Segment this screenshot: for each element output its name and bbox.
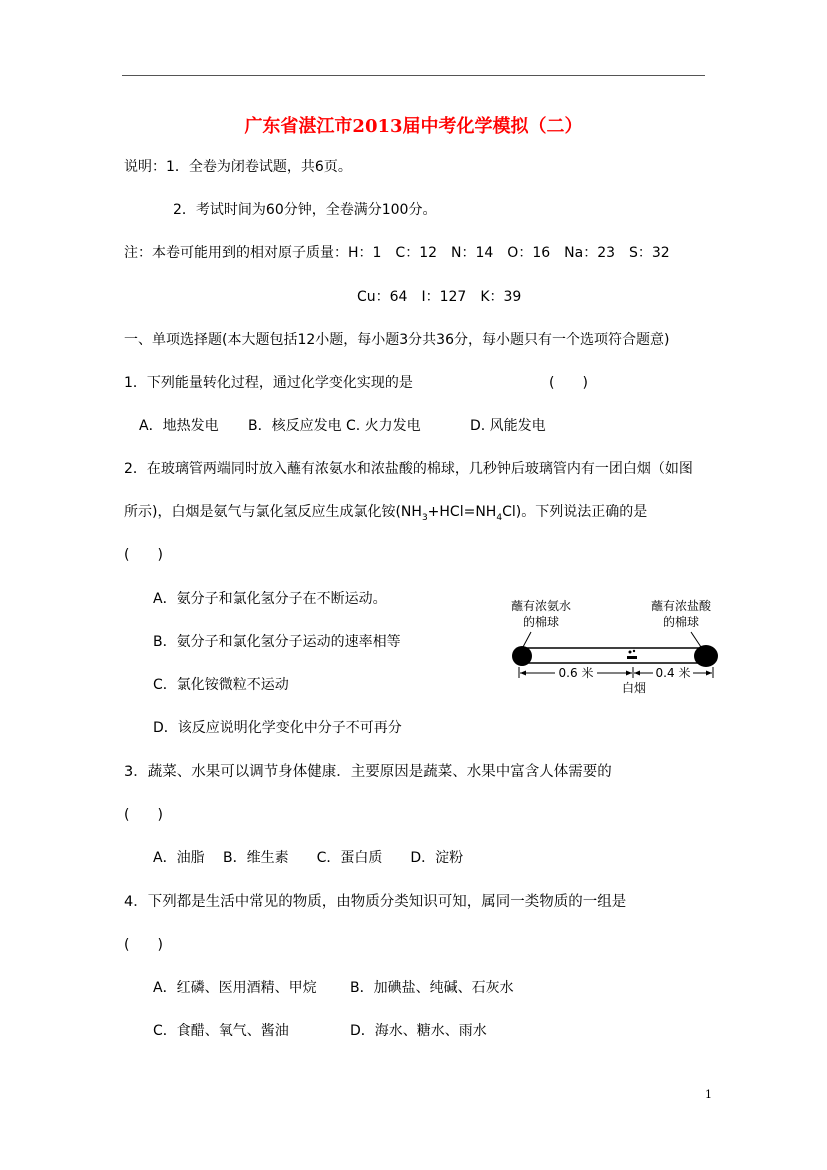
page-title: 广东省湛江市2013届中考化学模拟（二） — [244, 116, 583, 137]
q2-option-d: D．该反应说明化学变化中分子不可再分 — [153, 720, 402, 736]
arrowhead-3 — [634, 671, 640, 676]
q3-options: A．油脂 B．维生素 C．蛋白质 D．淀粉 — [153, 850, 464, 866]
q3-answer-blank: ( ) — [124, 807, 163, 823]
q1-answer-blank: ( ) — [549, 375, 588, 391]
page-number: 1 — [705, 1088, 712, 1101]
q2-subscript-2: 4 — [496, 512, 503, 523]
q1-option-b: B．核反应发电 — [248, 418, 342, 434]
left-cotton-label-2: 的棉球 — [522, 615, 560, 629]
q4-option-b: B．加碘盐、纯碱、石灰水 — [350, 980, 514, 996]
q1-option-a: A．地热发电 — [139, 418, 219, 434]
q2-stem-line-1: 2．在玻璃管两端同时放入蘸有浓氨水和浓盐酸的棉球，几秒钟后玻璃管内有一团白烟（如图 — [124, 461, 693, 477]
glass-tube-diagram — [505, 595, 730, 700]
q4-stem: 4．下列都是生活中常见的物质，由物质分类知识可知，属同一类物质的一组是 — [124, 894, 627, 910]
left-pointer — [523, 632, 531, 647]
note-line-3: 注：本卷可能用到的相对原子质量：H：1 C：12 N：14 O：16 Na：23 S：32 — [124, 245, 670, 261]
q2-answer-blank: ( ) — [124, 547, 163, 563]
white-smoke-mark — [627, 650, 637, 659]
left-cotton-label-1: 蘸有浓氨水 — [510, 599, 572, 613]
q2-option-a: A．氨分子和氯化氢分子在不断运动。 — [153, 591, 387, 607]
arrowhead-2 — [626, 671, 632, 676]
right-distance-label: 0.4 米 — [655, 666, 691, 680]
right-cotton-ball — [694, 645, 718, 667]
q2-option-b: B．氨分子和氯化氢分子运动的速率相等 — [153, 634, 401, 650]
q4-option-c: C．食醋、氧气、酱油 — [153, 1023, 289, 1039]
note-line-4: Cu：64 I：127 K：39 — [357, 289, 522, 305]
right-cotton-label-2: 的棉球 — [662, 615, 700, 629]
q2-text-post: Cl)。下列说法正确的是 — [502, 504, 648, 520]
q2-subscript-1: 3 — [421, 512, 428, 523]
right-pointer — [691, 632, 701, 647]
header-rule — [122, 75, 705, 76]
left-distance-label: 0.6 米 — [558, 666, 594, 680]
right-cotton-label-1: 蘸有浓盐酸 — [650, 599, 712, 613]
arrowhead-1 — [520, 671, 526, 676]
q4-answer-blank: ( ) — [124, 937, 163, 953]
q2-text-pre: 所示)，白烟是氨气与氯化氢反应生成氯化铵(NH — [124, 504, 422, 520]
q1-stem: 1．下列能量转化过程，通过化学变化实现的是 — [124, 375, 413, 391]
q1-option-c: C. 火力发电 — [346, 418, 421, 434]
arrowhead-4 — [706, 671, 712, 676]
q2-stem-line-2 — [124, 502, 647, 528]
q4-option-d: D．海水、糖水、雨水 — [350, 1023, 487, 1039]
q3-stem: 3．蔬菜、水果可以调节身体健康．主要原因是蔬菜、水果中富含人体需要的 — [124, 764, 612, 780]
left-cotton-ball — [512, 646, 532, 666]
section-heading: 一、单项选择题(本大题包括12小题，每小题3分共36分，每小题只有一个选项符合题意) — [124, 332, 670, 348]
q2-text-mid: +HCl=NH — [427, 504, 497, 520]
note-line-2: 2．考试时间为60分钟，全卷满分100分。 — [173, 202, 437, 218]
note-line-1: 说明：1．全卷为闭卷试题，共6页。 — [124, 159, 352, 175]
white-smoke-label: 白烟 — [621, 681, 647, 695]
q1-option-d: D. 风能发电 — [470, 418, 546, 434]
q2-option-c: C．氯化铵微粒不运动 — [153, 677, 289, 693]
q4-option-a: A．红磷、医用酒精、甲烷 — [153, 980, 317, 996]
